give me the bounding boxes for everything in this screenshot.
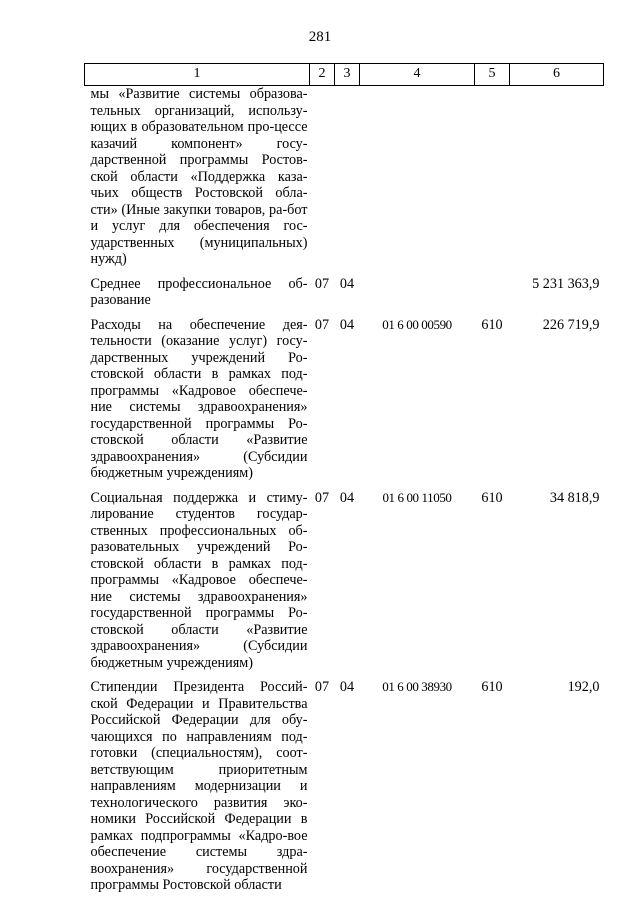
table-row	[85, 309, 604, 482]
row-subsection: 04	[339, 316, 355, 333]
row-section	[310, 86, 335, 268]
row-expense-type: 610	[481, 489, 503, 506]
row-target-article: 01 6 00 00590	[382, 316, 452, 332]
row-amount: 192,0	[567, 679, 600, 695]
budget-table	[84, 63, 604, 894]
header-col-3: 3	[335, 64, 360, 86]
row-subsection: 04	[339, 275, 355, 292]
table-row	[85, 86, 604, 268]
table-row	[85, 268, 604, 309]
row-name: Расходы на обеспечение дея-тельности (оказание услуг) госу-дарственных учреждений Ро-стовской области в рамках под-программы «Кадровое обеспече-ние системы здравоохранения» государственной программы Ро-стовской области «Развитие здравоохранения» (Субсидии бюджетным учреждениям)	[90, 316, 308, 481]
row-subsection	[335, 86, 360, 268]
row-section: 07	[314, 679, 330, 695]
header-col-6: 6	[510, 64, 604, 86]
row-section: 07	[314, 316, 330, 333]
row-amount	[510, 86, 604, 268]
row-target-article: 01 6 00 11050	[382, 489, 452, 505]
row-amount: 5 231 363,9	[532, 275, 600, 292]
row-expense-type	[475, 86, 510, 268]
table-row	[85, 671, 604, 894]
row-subsection: 04	[339, 489, 355, 506]
row-amount: 226 719,9	[542, 316, 600, 333]
table-header	[85, 64, 604, 86]
page-number: 281	[308, 29, 332, 45]
row-name: Среднее профессиональное об-разование	[90, 275, 308, 308]
row-amount: 34 818,9	[549, 489, 600, 506]
row-expense-type: 610	[481, 679, 503, 695]
row-section: 07	[314, 489, 330, 506]
header-col-2: 2	[310, 64, 335, 86]
table-row	[85, 482, 604, 672]
row-subsection: 04	[339, 679, 355, 695]
row-name: Стипендии Президента Россий-ской Федерации и Правительства Российской Федерации для обу-чающихся по направлениям под-готовки (специальностям), соот-ветствующим приоритетным направлениям модернизации и технологического развития эко-номики Российской Федерации в рамках подпрограммы «Кадро-вое обеспечение системы здра-воохранения» государственной программы Ростовской области	[90, 679, 308, 893]
header-row	[85, 64, 604, 86]
table-body	[85, 86, 604, 894]
row-name: мы «Развитие системы образова-тельных организаций, использу-ющих в образовательном про-цессе казачий компонент» госу-дарственной программы Ростов-ской области «Поддержка каза-чьих обществ Ростовской обла-сти» (Иные закупки товаров, ра-бот и услуг для обеспечения гос-ударственных (муниципальных) нужд)	[90, 86, 308, 267]
row-expense-type	[475, 268, 510, 309]
header-col-4: 4	[360, 64, 475, 86]
row-expense-type: 610	[481, 316, 503, 333]
row-target-article: 01 6 00 38930	[382, 679, 452, 694]
header-col-5: 5	[475, 64, 510, 86]
row-section: 07	[314, 275, 330, 292]
header-col-1: 1	[85, 64, 310, 86]
row-target-article	[360, 86, 475, 268]
row-name: Социальная поддержка и стиму-лирование студентов государ-ственных профессиональных об-разовательных учреждений Ро-стовской области в рамках под-программы «Кадровое обеспече-ние системы здравоохранения» государственной программы Ро-стовской области «Развитие здравоохранения» (Субсидии бюджетным учреждениям)	[90, 489, 308, 671]
row-target-article	[360, 268, 475, 309]
